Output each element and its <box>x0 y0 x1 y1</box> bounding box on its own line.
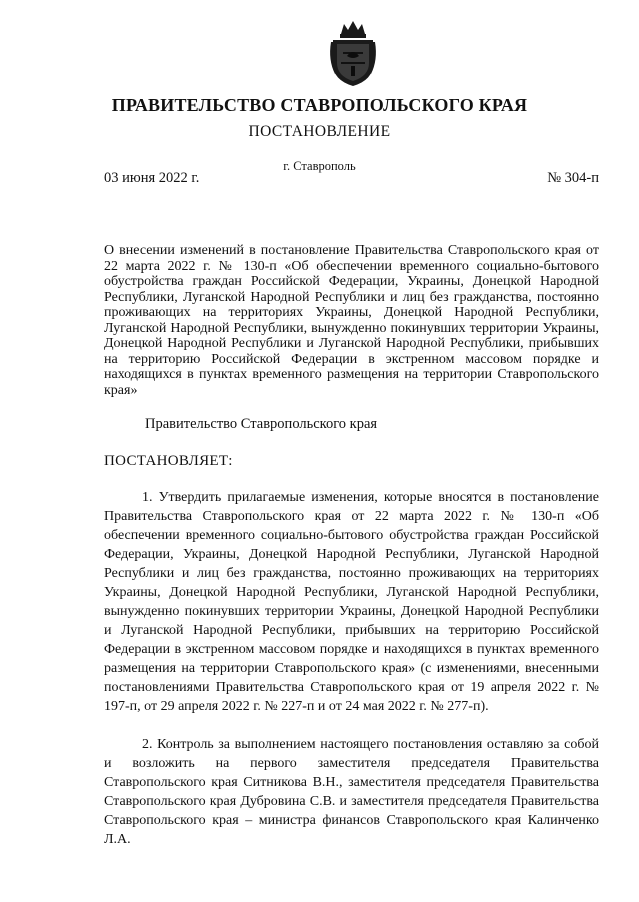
decree-word: ПОСТАНОВЛЯЕТ: <box>104 453 233 469</box>
stavropol-coat-of-arms-icon <box>327 20 379 88</box>
city-label: г. Ставрополь <box>283 159 356 173</box>
government-title: ПРАВИТЕЛЬСТВО СТАВРОПОЛЬСКОГО КРАЯ <box>111 95 528 115</box>
paragraph-1-text: 1. Утвердить прилагаемые изменения, которые вносятся в постановление Правительства Ставропольского края от 22 марта 2022 г. № 130-п «Об обеспечении временного социально-бытового обустройства граждан Российской Федерации, Украины, Донецкой Народной Республики, Луганской Народной Республики и лиц без гражданства, постоянно проживающих на территориях Украины, Донецкой Народной Республики, Луганской Народной Республики, вынужденно покинувших территории Украины, Донецкой Народной Республики и Луганской Народной Республики, прибывших на территорию Российской Федерации в экстренном массовом порядке и находящихся в пунктах временного размещения на территории Ставропольского края» (с изменениями, внесенными постановлениями Правительства Ставропольского края от 19 апреля 2022 г. № 197-п, от 29 апреля 2022 г. № 227-п и от 24 мая 2022 г. № 277-п). <box>104 490 599 714</box>
document-type: ПОСТАНОВЛЕНИЕ <box>248 123 391 140</box>
paragraph-1 <box>104 488 599 716</box>
document-number: № 304-п <box>547 170 599 186</box>
paragraph-2 <box>104 735 599 849</box>
document-date: 03 июня 2022 г. <box>104 170 200 186</box>
document-subject: О внесении изменений в постановление Правительства Ставропольского края от 22 марта 2022 г. № 130-п «Об обеспечении временного социально-бытового обустройства граждан Российской Федерации, Украины, Донецкой Народной Республики, Луганской Народной Республики и лиц без гражданства, постоянно проживающих на территориях Украины, Донецкой Народной Республики, Луганской Народной Республики, вынужденно покинувших территории Украины, Донецкой Народной Республики и Луганской Народной Республики, прибывших на территорию Российской Федерации в экстренном массовом порядке и находящихся в пунктах временного размещения на территории Ставропольского края» <box>104 243 599 398</box>
government-name: Правительство Ставропольского края <box>145 416 378 432</box>
paragraph-2-text: 2. Контроль за выполнением настоящего постановления оставляю за собой и возложить на первого заместителя председателя Правительства Ставропольского края Ситникова В.Н., заместителя председателя Правительства Ставропольского края Дубровина С.В. и заместителя председателя Правительства Ставропольского края – министра финансов Ставропольского края Калинченко Л.А. <box>104 737 599 847</box>
